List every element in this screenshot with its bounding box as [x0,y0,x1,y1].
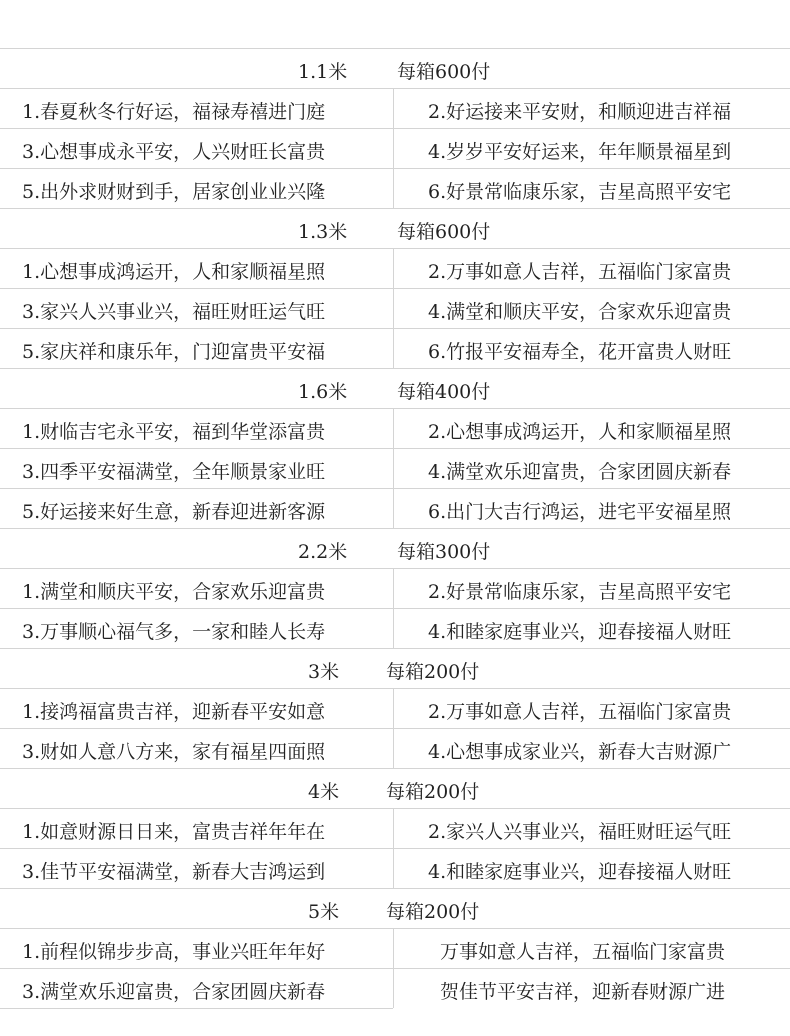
box-quantity: 每箱200付 [386,901,480,923]
column-divider [393,249,394,288]
couplet-text: 4.和睦家庭事业兴，迎春接福人财旺 [428,861,732,883]
table-bottom-border [0,1008,393,1009]
size-label: 1.1米 [298,61,348,83]
couplet-text: 5.家庆祥和康乐年，门迎富贵平安福 [22,341,326,363]
couplet-text: 5.好运接来好生意，新春迎进新客源 [22,501,326,523]
size-label: 2.2米 [298,541,348,563]
column-divider [393,969,394,1008]
couplet-text: 1.心想事成鸿运开，人和家顺福星照 [22,261,326,283]
couplet-text: 2.好运接来平安财，和顺迎进吉祥福 [428,101,732,123]
size-label: 1.3米 [298,221,348,243]
size-label: 3米 [308,661,340,683]
couplet-text: 2.心想事成鸿运开，人和家顺福星照 [428,421,732,443]
box-quantity: 每箱400付 [397,381,491,403]
table-row [0,688,790,728]
couplet-text: 2.万事如意人吉祥，五福临门家富贵 [428,701,732,723]
table-row [0,608,790,648]
table-row [0,488,790,528]
couplet-text: 4.和睦家庭事业兴，迎春接福人财旺 [428,621,732,643]
table-row [0,128,790,168]
box-quantity: 每箱300付 [397,541,491,563]
couplet-text: 2.家兴人兴事业兴，福旺财旺运气旺 [428,821,732,843]
column-divider [393,849,394,888]
couplet-text: 5.出外求财财到手，居家创业业兴隆 [22,181,326,203]
section-header [0,208,790,248]
box-quantity: 每箱200付 [386,781,480,803]
couplet-text: 1.财临吉宅永平安，福到华堂添富贵 [22,421,326,443]
table-row [0,848,790,888]
couplet-text: 3.万事顺心福气多，一家和睦人长寿 [22,621,326,643]
table-row [0,248,790,288]
couplet-text: 6.好景常临康乐家，吉星高照平安宅 [428,181,732,203]
column-divider [393,289,394,328]
couplet-text: 3.心想事成永平安，人兴财旺长富贵 [22,141,326,163]
box-quantity: 每箱200付 [386,661,480,683]
column-divider [393,689,394,728]
column-divider [393,489,394,528]
couplet-text: 6.竹报平安福寿全，花开富贵人财旺 [428,341,732,363]
size-label: 4米 [308,781,340,803]
table-row [0,808,790,848]
column-divider [393,809,394,848]
couplet-text: 贺佳节平安吉祥，迎新春财源广进 [440,981,726,1003]
size-label: 5米 [308,901,340,923]
table-row [0,288,790,328]
section-header [0,48,790,88]
column-divider [393,329,394,368]
column-divider [393,609,394,648]
box-quantity: 每箱600付 [397,61,491,83]
table-row [0,328,790,368]
column-divider [393,569,394,608]
section-header [0,368,790,408]
table-row [0,928,790,968]
column-divider [393,409,394,448]
couplet-text: 2.万事如意人吉祥，五福临门家富贵 [428,261,732,283]
column-divider [393,169,394,208]
couplet-text: 1.如意财源日日来，富贵吉祥年年在 [22,821,326,843]
column-divider [393,449,394,488]
couplet-text: 4.心想事成家业兴，新春大吉财源广 [428,741,732,763]
table-row [0,568,790,608]
column-divider [393,129,394,168]
couplet-text: 3.满堂欢乐迎富贵，合家团圆庆新春 [22,981,326,1003]
box-quantity: 每箱600付 [397,221,491,243]
column-divider [393,929,394,968]
table-row [0,408,790,448]
section-header [0,888,790,928]
table-row [0,728,790,768]
table-row [0,448,790,488]
column-divider [393,729,394,768]
couplet-text: 万事如意人吉祥，五福临门家富贵 [440,941,726,963]
couplet-text: 1.接鸿福富贵吉祥，迎新春平安如意 [22,701,326,723]
size-label: 1.6米 [298,381,348,403]
section-header [0,528,790,568]
table-row [0,88,790,128]
couplet-text: 4.满堂和顺庆平安，合家欢乐迎富贵 [428,301,732,323]
table-row [0,968,790,1008]
couplet-text: 1.满堂和顺庆平安，合家欢乐迎富贵 [22,581,326,603]
column-divider [393,89,394,128]
couplet-text: 4.满堂欢乐迎富贵，合家团圆庆新春 [428,461,732,483]
couplet-text: 4.岁岁平安好运来，年年顺景福星到 [428,141,732,163]
table-row [0,168,790,208]
couplet-text: 6.出门大吉行鸿运，进宅平安福星照 [428,501,732,523]
couplet-text: 1.春夏秋冬行好运，福禄寿禧进门庭 [22,101,326,123]
couplet-text: 3.四季平安福满堂，全年顺景家业旺 [22,461,326,483]
couplet-text: 3.财如人意八方来，家有福星四面照 [22,741,326,763]
section-header [0,768,790,808]
couplet-text: 3.家兴人兴事业兴，福旺财旺运气旺 [22,301,326,323]
couplet-text: 1.前程似锦步步高，事业兴旺年年好 [22,941,326,963]
couplet-text: 3.佳节平安福满堂，新春大吉鸿运到 [22,861,326,883]
section-header [0,648,790,688]
couplet-text: 2.好景常临康乐家，吉星高照平安宅 [428,581,732,603]
